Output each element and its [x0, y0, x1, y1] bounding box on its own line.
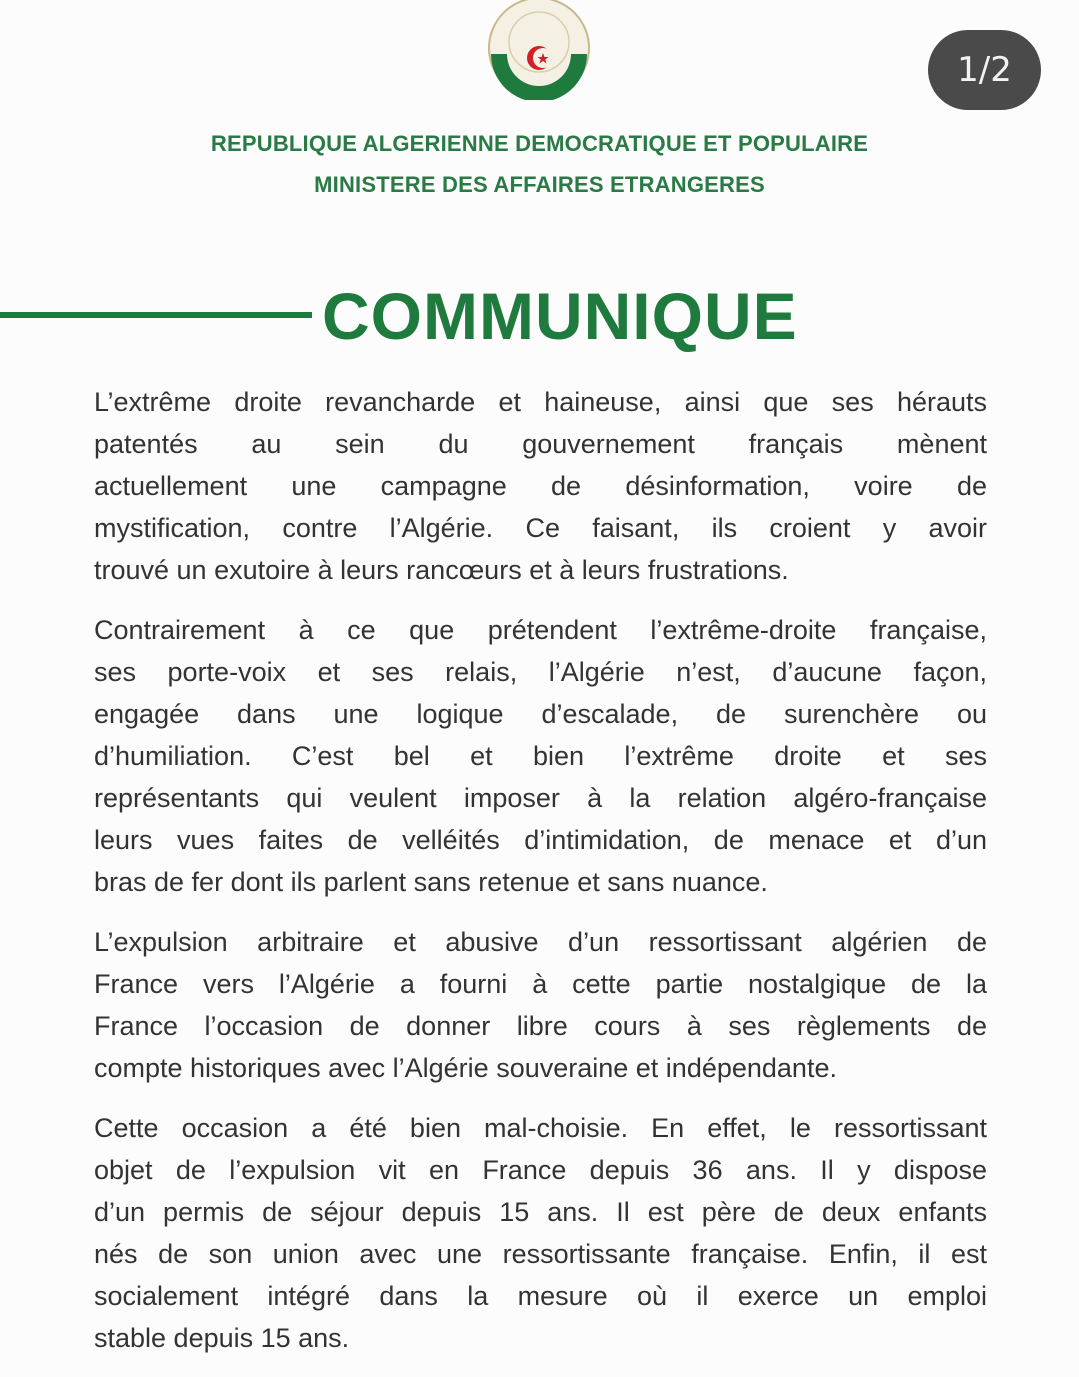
paragraph-line: mystification, contre l’Algérie. Ce faisant, ils croient y avoir — [94, 513, 987, 543]
paragraph-line: Cette occasion a été bien mal-choisie. En effet, le ressortissant — [94, 1113, 987, 1143]
paragraph — [94, 609, 987, 903]
paragraph-line: trouvé un exutoire à leurs rancœurs et à leurs frustrations. — [94, 555, 789, 585]
paragraph-line: L’extrême droite revancharde et haineuse, ainsi que ses hérauts — [94, 387, 987, 417]
paragraph-line: Contrairement à ce que prétendent l’extrême-droite française, — [94, 615, 987, 645]
paragraph-line: engagée dans une logique d’escalade, de surenchère ou — [94, 699, 987, 729]
paragraph-line: d’humiliation. C’est bel et bien l’extrême droite et ses — [94, 741, 987, 771]
header-ministry: MINISTERE DES AFFAIRES ETRANGERES — [314, 172, 765, 197]
paragraph-line: objet de l’expulsion vit en France depuis 36 ans. Il y dispose — [94, 1155, 987, 1185]
paragraph-line: d’un permis de séjour depuis 15 ans. Il est père de deux enfants — [94, 1197, 987, 1227]
paragraph-line: France vers l’Algérie a fourni à cette partie nostalgique de la — [94, 969, 987, 999]
paragraph-line: représentants qui veulent imposer à la relation algéro-française — [94, 783, 987, 813]
paragraph-line: France l’occasion de donner libre cours à ses règlements de — [94, 1011, 987, 1041]
paragraph-line: socialement intégré dans la mesure où il exerce un emploi — [94, 1281, 987, 1311]
title-rule-divider — [0, 312, 312, 318]
paragraph — [94, 1107, 987, 1359]
paragraph-line: nés de son union avec une ressortissante française. Enfin, il est — [94, 1239, 987, 1269]
paragraph-line: leurs vues faites de velléités d’intimidation, de menace et d’un — [94, 825, 987, 855]
paragraph — [94, 381, 987, 591]
paragraph-line: bras de fer dont ils parlent sans retenue et sans nuance. — [94, 867, 768, 897]
page-title: COMMUNIQUE — [322, 279, 798, 353]
paragraph-line: compte historiques avec l’Algérie souveraine et indépendante. — [94, 1053, 837, 1083]
paragraph-line: L’expulsion arbitraire et abusive d’un ressortissant algérien de — [94, 927, 987, 957]
ministry-seal-logo — [487, 0, 591, 100]
page-counter-badge: 1/2 — [928, 30, 1041, 110]
paragraph — [94, 921, 987, 1089]
header-republic: REPUBLIQUE ALGERIENNE DEMOCRATIQUE ET POPULAIRE — [210, 131, 869, 156]
paragraph-line: stable depuis 15 ans. — [94, 1323, 350, 1353]
paragraph-line: actuellement une campagne de désinformation, voire de — [94, 471, 987, 501]
communique-body — [94, 381, 987, 1377]
paragraph-line: ses porte-voix et ses relais, l’Algérie n’est, d’aucune façon, — [94, 657, 987, 687]
paragraph-line: patentés au sein du gouvernement français mènent — [94, 429, 987, 459]
